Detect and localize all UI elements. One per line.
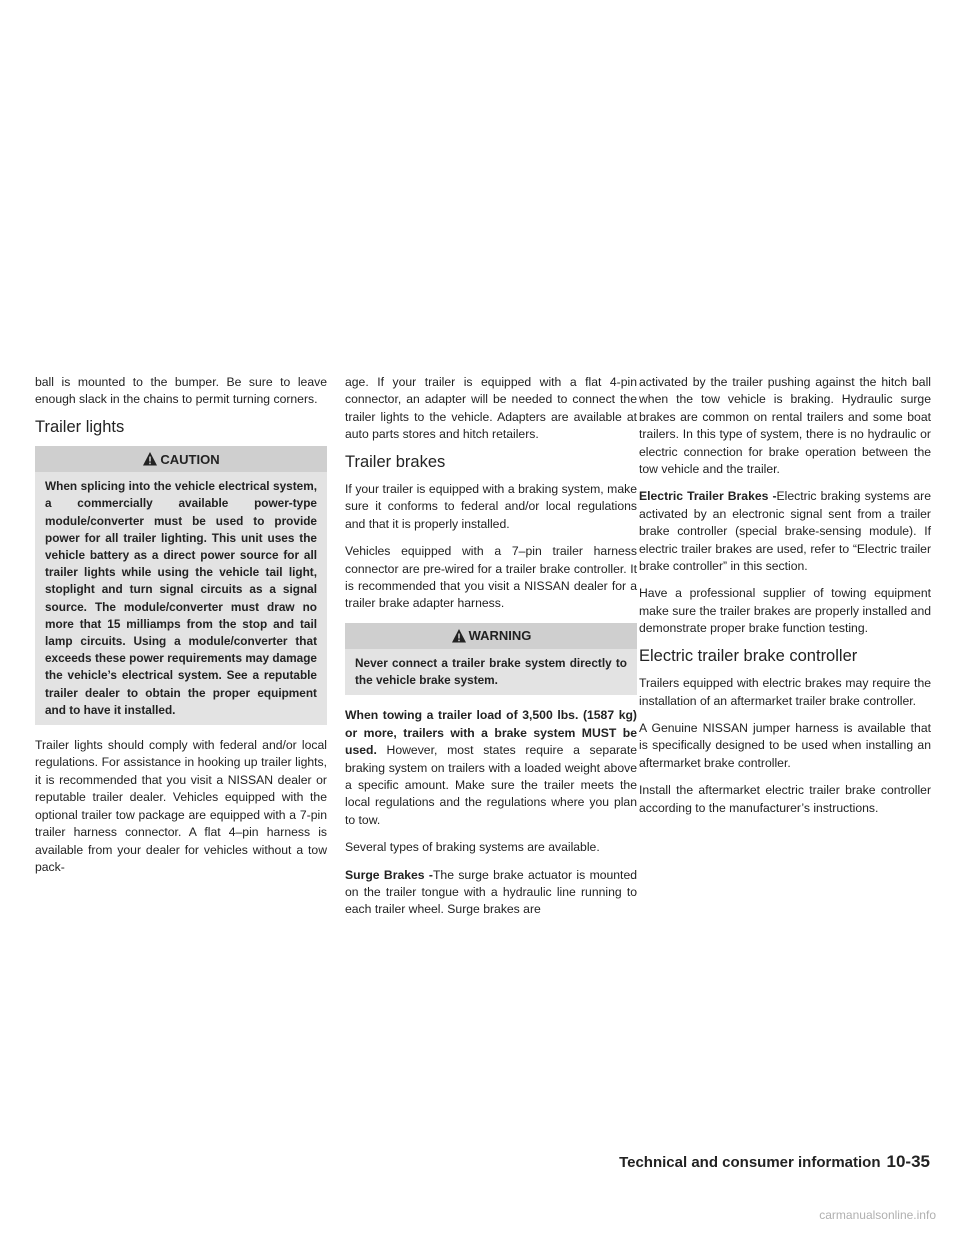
caution-box	[35, 446, 327, 725]
warning-text: Never connect a trailer brake system directly to the vehicle brake system.	[355, 655, 627, 688]
heading-trailer-lights: Trailer lights	[35, 417, 125, 436]
surge-brakes-paragraph	[345, 867, 637, 919]
trailer-lights-paragraph: Trailer lights should comply with federal and/or local regulations. For assistance in hooking up trailer lights, it is recommended that you visit a NISSAN dealer or reputable trailer dealer. Vehicles equipped with the optional trailer tow package are equipped with a 7-pin trailer harness connector. A flat 4–pin harness is available from your dealer for vehicles without a tow pack-	[35, 738, 327, 874]
page-footer	[590, 1152, 930, 1172]
watermark: carmanualsonline.info	[819, 1208, 936, 1222]
controller-paragraph-1: Trailers equipped with electric brakes may require the installation of an aftermarket trailer brake controller.	[639, 676, 931, 708]
column-3	[639, 374, 931, 827]
electric-brakes-paragraph	[639, 488, 931, 575]
warning-header	[345, 623, 637, 649]
electric-brakes-text: Electric braking systems are activated by an electronic signal sent from a trailer brake controller (special brake-sensing module). If electric trailer brakes are used, refer to “Electric trailer brake controller” in this section.	[639, 489, 931, 574]
towing-load-bold: When towing a trailer load of 3,500 lbs. (1587 kg) or more, trailers with a brake system MUST be used.	[345, 708, 637, 758]
surge-brakes-text: The surge brake actuator is mounted on the trailer tongue with a hydraulic line running to each trailer wheel. Surge brakes are	[345, 867, 637, 917]
surge-brakes-label: Surge Brakes -	[345, 867, 433, 882]
heading-trailer-brakes: Trailer brakes	[345, 452, 446, 471]
caution-header	[35, 446, 327, 472]
professional-paragraph: Have a professional supplier of towing equipment make sure the trailer brakes are properly installed and demonstrate proper brake function testing.	[639, 586, 931, 636]
brakes-paragraph-3	[345, 707, 637, 829]
brakes-paragraph-4: Several types of braking systems are available.	[345, 840, 600, 855]
controller-paragraph-3: Install the aftermarket electric trailer brake controller according to the manufacturer’s instructions.	[639, 783, 931, 815]
controller-paragraph-2: A Genuine NISSAN jumper harness is available that is specifically designed to be used when installing an aftermarket brake controller.	[639, 720, 931, 770]
caution-title: CAUTION	[160, 451, 220, 467]
caution-icon	[142, 451, 158, 467]
electric-brakes-label: Electric Trailer Brakes -	[639, 489, 777, 504]
intro-paragraph: ball is mounted to the bumper. Be sure to leave enough slack in the chains to permit turning corners.	[35, 375, 327, 407]
continued-paragraph: age. If your trailer is equipped with a flat 4-pin connector, an adapter will be needed to connect the trailer lights to the vehicle. Adapters are available at auto parts stores and hitch retailers.	[345, 375, 637, 442]
heading-brake-controller: Electric trailer brake controller	[639, 646, 858, 665]
column-1	[35, 374, 327, 886]
brakes-paragraph-1: If your trailer is equipped with a braking system, make sure it conforms to federal and/or local regulations and that it is properly installed.	[345, 482, 637, 531]
page-number: 10-35	[886, 1152, 930, 1171]
caution-text: When splicing into the vehicle electrical system, a commercially available power-type module/converter must be used to provide power for all trailer lighting. This unit uses the vehicle battery as a direct power source for all trailer lights while using the vehicle tail light, stoplight and turn signal circuits as a signal source. The module/converter must draw no more that 15 milliamps from the stop and tail lamp circuits. Using a module/converter that exceeds these power requirements may damage the vehicle’s electrical system. See a reputable trailer dealer to obtain the proper equipment and to have it installed.	[45, 479, 317, 717]
surge-continued-paragraph: activated by the trailer pushing against the hitch ball when the tow vehicle is braking. Hydraulic surge brakes are common on rental trailers and some boat trailers. In this type of system, there is no hydraulic or electric connection for brake operation between the tow vehicle and the trailer.	[639, 375, 931, 477]
warning-title: WARNING	[468, 628, 532, 644]
towing-load-rest: However, most states require a separate braking system on trailers with a loaded weight above a specific amount. Make sure the trailer meets the local regulations and the regulations where you plan to tow.	[345, 743, 637, 827]
warning-icon	[451, 628, 467, 644]
brakes-paragraph-2: Vehicles equipped with a 7–pin trailer harness connector are pre-wired for a trailer brake controller. It is recommended that you visit a NISSAN dealer for a trailer brake adapter harness.	[345, 544, 637, 611]
footer-section-title: Technical and consumer information	[619, 1154, 881, 1171]
column-2	[345, 374, 637, 929]
warning-box	[345, 623, 637, 695]
